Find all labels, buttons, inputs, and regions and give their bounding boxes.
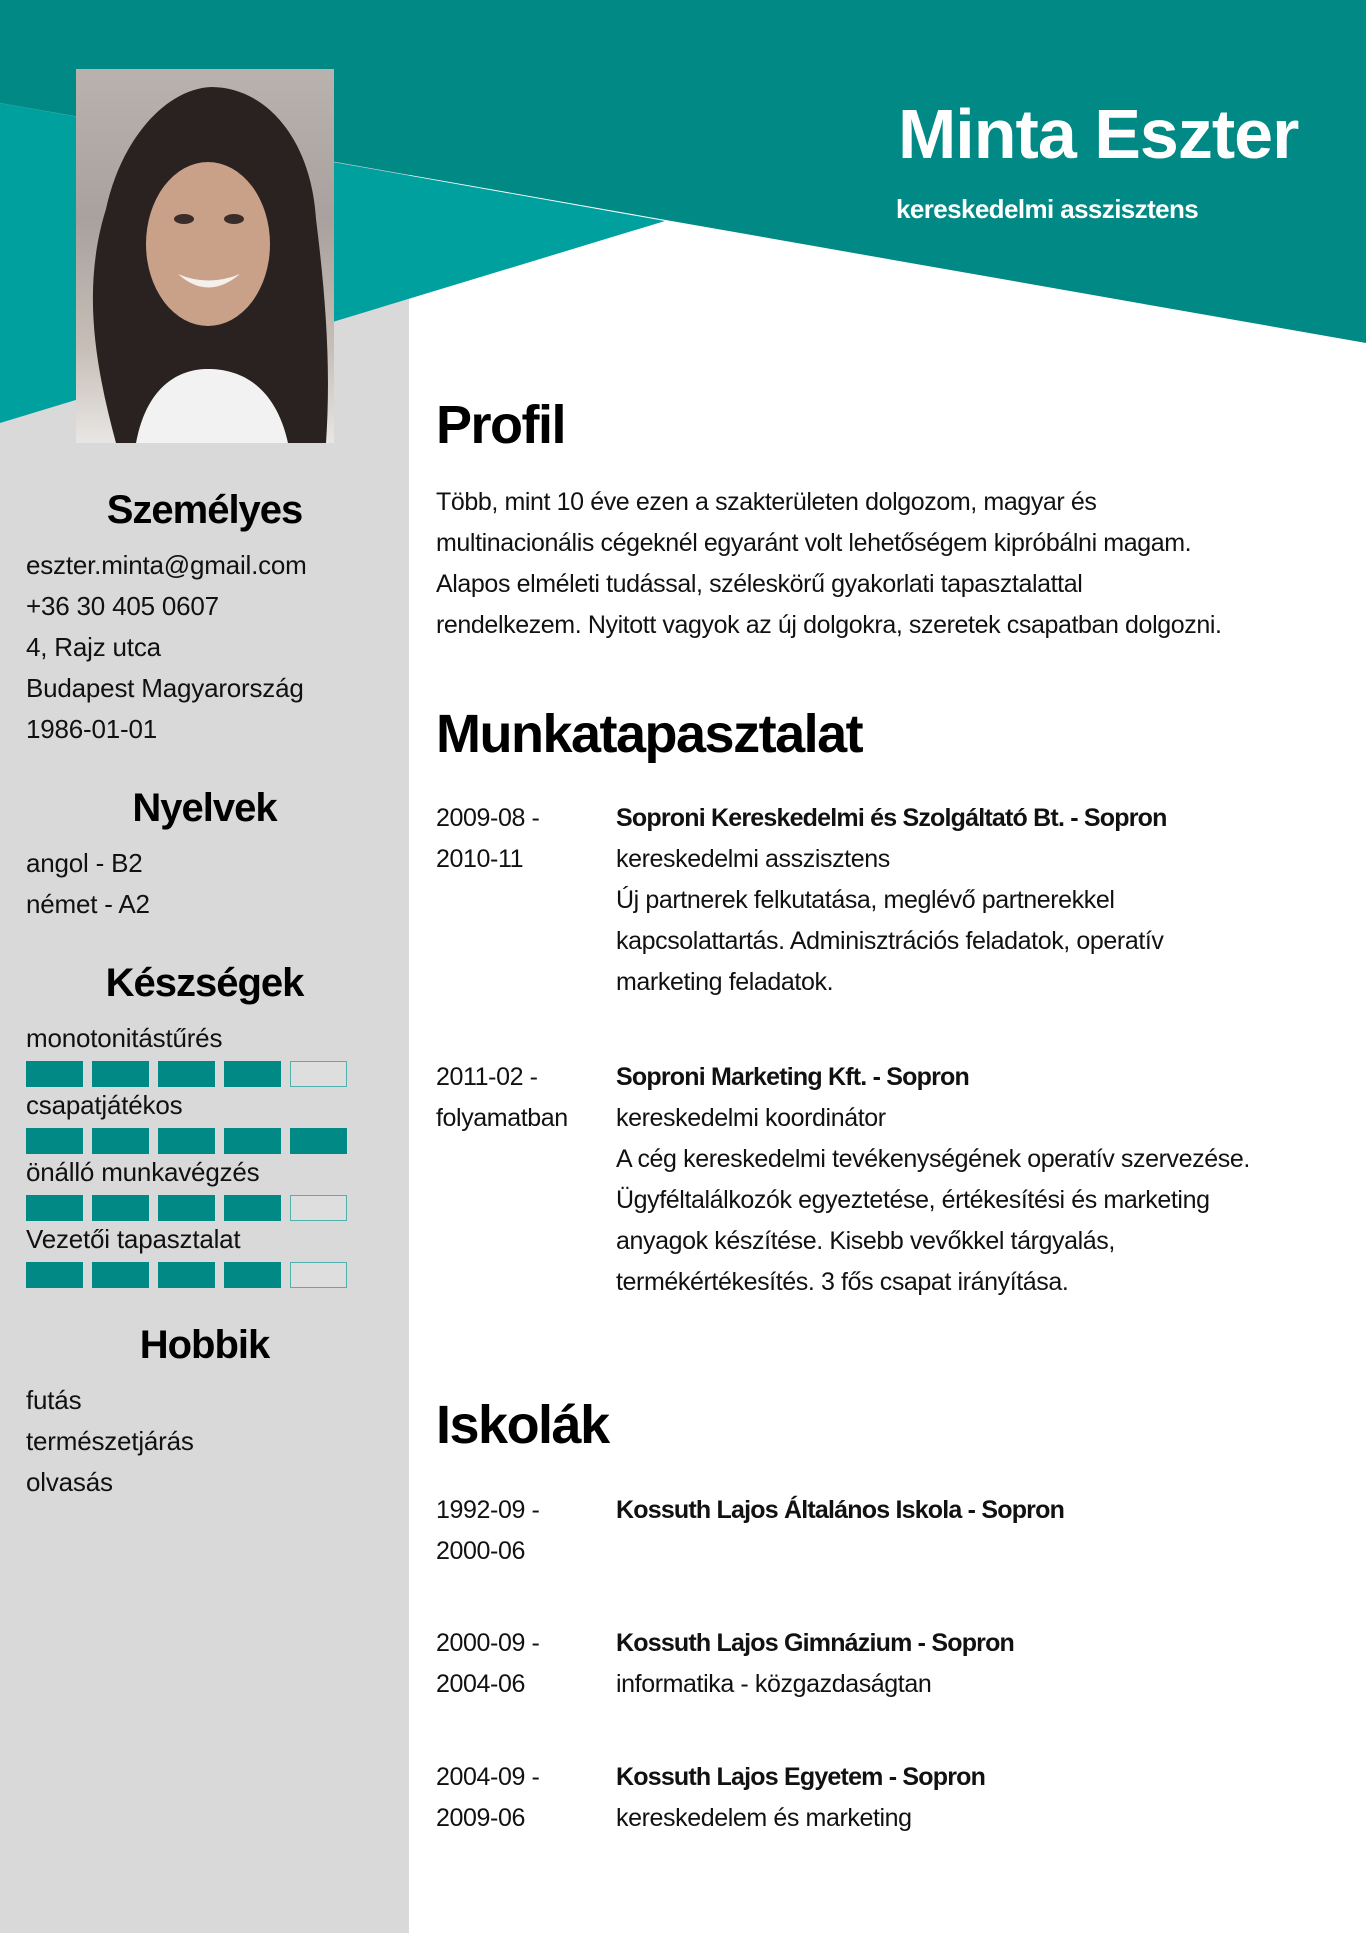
job-role: kereskedelmi asszisztens xyxy=(616,845,890,873)
email-text: eszter.minta@gmail.com xyxy=(26,550,307,580)
skill-rating xyxy=(26,1128,347,1154)
skill-bar-filled xyxy=(26,1195,83,1221)
birthdate-text: 1986-01-01 xyxy=(26,714,157,744)
skill-bar-filled xyxy=(92,1262,149,1288)
date-end: 2004-06 xyxy=(436,1670,525,1698)
skill-label: Vezetői tapasztalat xyxy=(26,1224,241,1254)
skill-bar-filled xyxy=(158,1195,215,1221)
skill-label: monotonitástűrés xyxy=(26,1023,223,1053)
skill-bar-filled xyxy=(158,1262,215,1288)
skill-bar-filled xyxy=(224,1061,281,1087)
school-name: Kossuth Lajos Általános Iskola - Sopron xyxy=(616,1496,1065,1524)
skill-bar-filled xyxy=(92,1061,149,1087)
profile-heading: Profil xyxy=(436,395,566,455)
date-end: 2000-06 xyxy=(436,1537,525,1565)
personal-heading: Személyes xyxy=(106,488,303,532)
job-role: kereskedelmi koordinátor xyxy=(616,1104,886,1132)
hobby-item: olvasás xyxy=(26,1467,113,1497)
job-description-line: kapcsolattartás. Adminisztrációs feladatok, operatív xyxy=(616,927,1164,955)
profile-line: Több, mint 10 éve ezen a szakterületen dolgozom, magyar és xyxy=(436,488,1097,516)
job-description-line: marketing feladatok. xyxy=(616,968,834,996)
language-item: angol - B2 xyxy=(26,848,143,878)
hobbies-heading: Hobbik xyxy=(139,1323,270,1367)
date-start: 2004-09 - xyxy=(436,1763,540,1791)
skill-rating xyxy=(26,1195,347,1221)
school-name: Kossuth Lajos Gimnázium - Sopron xyxy=(616,1629,1015,1657)
skill-bar-empty xyxy=(290,1061,347,1087)
date-end: folyamatban xyxy=(436,1104,568,1132)
skill-bar-filled xyxy=(224,1262,281,1288)
education-heading: Iskolák xyxy=(436,1395,609,1455)
date-start: 2009-08 - xyxy=(436,804,540,832)
job-description-line: Új partnerek felkutatása, meglévő partnerekkel xyxy=(616,886,1115,914)
profile-line: multinacionális cégeknél egyaránt volt lehetőségem kipróbálni magam. xyxy=(436,529,1192,557)
profile-line: rendelkezem. Nyitott vagyok az új dolgokra, szeretek csapatban dolgozni. xyxy=(436,611,1222,639)
company-name: Soproni Kereskedelmi és Szolgáltató Bt. - Sopron xyxy=(616,804,1167,832)
date-start: 2011-02 - xyxy=(436,1063,538,1091)
languages-heading: Nyelvek xyxy=(132,786,277,830)
date-end: 2009-06 xyxy=(436,1804,525,1832)
skill-bar-empty xyxy=(290,1195,347,1221)
company-name: Soproni Marketing Kft. - Sopron xyxy=(616,1063,969,1091)
phone-text: +36 30 405 0607 xyxy=(26,591,219,621)
skill-bar-filled xyxy=(92,1128,149,1154)
skill-bar-filled xyxy=(26,1128,83,1154)
skill-bar-filled xyxy=(26,1061,83,1087)
date-start: 1992-09 - xyxy=(436,1496,540,1524)
skill-bar-filled xyxy=(158,1061,215,1087)
profile-photo xyxy=(76,69,334,443)
address-text: 4, Rajz utca xyxy=(26,632,161,662)
candidate-name: Minta Eszter xyxy=(898,95,1299,173)
job-description-line: A cég kereskedelmi tevékenységének operatív szervezése. xyxy=(616,1145,1250,1173)
skill-bar-filled xyxy=(224,1195,281,1221)
skills-heading: Készségek xyxy=(105,961,304,1005)
skill-bar-filled xyxy=(290,1128,347,1154)
skill-rating xyxy=(26,1061,347,1087)
language-item: német - A2 xyxy=(26,889,150,919)
skill-label: önálló munkavégzés xyxy=(26,1157,260,1187)
date-end: 2010-11 xyxy=(436,845,524,873)
skill-bar-filled xyxy=(224,1128,281,1154)
job-description-line: termékértékesítés. 3 fős csapat irányítása. xyxy=(616,1268,1069,1296)
skill-label: csapatjátékos xyxy=(26,1090,183,1120)
skill-bar-empty xyxy=(290,1262,347,1288)
skill-bar-filled xyxy=(158,1128,215,1154)
experience-heading: Munkatapasztalat xyxy=(436,704,863,764)
school-field: informatika - közgazdaságtan xyxy=(616,1670,932,1698)
job-description-line: Ügyféltalálkozók egyeztetése, értékesítési és marketing xyxy=(616,1186,1210,1214)
school-field: kereskedelem és marketing xyxy=(616,1804,912,1832)
city-text: Budapest Magyarország xyxy=(26,673,304,703)
job-description-line: anyagok készítése. Kisebb vevőkkel tárgyalás, xyxy=(616,1227,1115,1255)
school-name: Kossuth Lajos Egyetem - Sopron xyxy=(616,1763,986,1791)
hobby-item: futás xyxy=(26,1385,82,1415)
skill-bar-filled xyxy=(92,1195,149,1221)
skill-bar-filled xyxy=(26,1262,83,1288)
skill-rating xyxy=(26,1262,347,1288)
profile-line: Alapos elméleti tudással, széleskörű gyakorlati tapasztalattal xyxy=(436,570,1083,598)
candidate-title: kereskedelmi asszisztens xyxy=(896,194,1199,224)
hobby-item: természetjárás xyxy=(26,1426,194,1456)
date-start: 2000-09 - xyxy=(436,1629,540,1657)
